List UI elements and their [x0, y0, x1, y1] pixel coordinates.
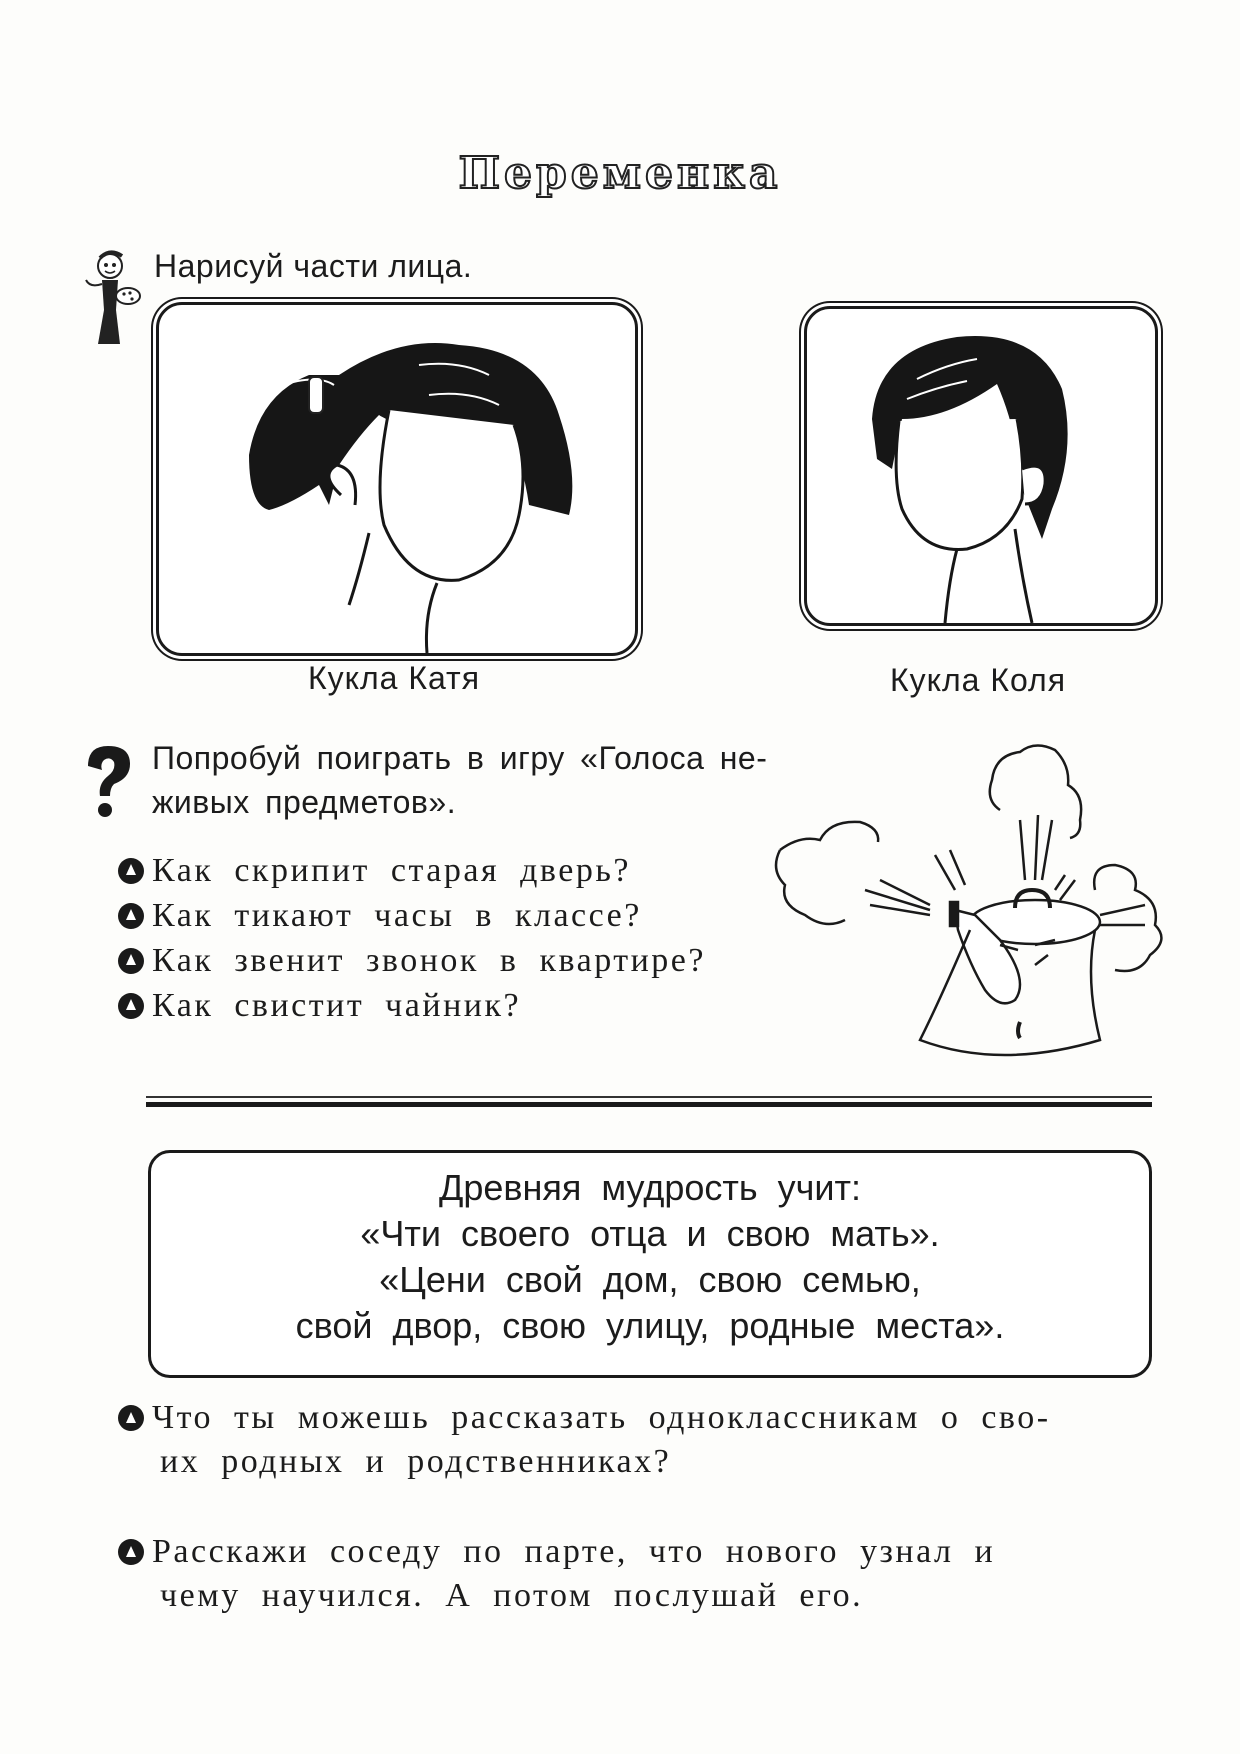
question-item: Как скрипит старая дверь? [118, 848, 706, 893]
final-task-2: Расскажи соседу по парте, что нового узнал и чему научился. А потом послушай его. [118, 1530, 1158, 1618]
question-item: Как тикают часы в классе? [118, 893, 706, 938]
final-task-1: Что ты можешь рассказать одноклассникам о сво- их родных и родственниках? [118, 1396, 1158, 1484]
bullet-icon [118, 993, 144, 1019]
voices-instruction-line1: Попробуй поиграть в игру «Голоса не- [152, 740, 768, 776]
wisdom-box [148, 1150, 1152, 1378]
page-title-text: Переменка [458, 148, 782, 199]
wisdom-line: «Цени свой дом, свою семью, [379, 1259, 921, 1300]
questions-list [118, 848, 706, 1028]
question-item: Как свистит чайник? [118, 983, 706, 1028]
boy-head-drawing [807, 309, 1155, 623]
bullet-icon [118, 948, 144, 974]
bullet-icon [118, 903, 144, 929]
wisdom-line: Древняя мудрость учит: [438, 1167, 862, 1208]
bullet-icon [118, 1405, 144, 1431]
kettle-illustration [770, 740, 1170, 1070]
divider-thick [146, 1102, 1152, 1107]
doll-kolya-caption: Кукла Коля [889, 662, 1067, 698]
draw-instruction: Нарисуй части лица. [154, 248, 473, 284]
page-title [0, 148, 1240, 199]
painter-girl-icon [72, 248, 152, 348]
question-mark-icon [82, 744, 134, 820]
doll-katya-caption: Кукла Катя [307, 660, 481, 696]
bullet-icon [118, 858, 144, 884]
divider-thin [146, 1096, 1152, 1098]
doll-kolya-frame [804, 306, 1158, 626]
question-item: Как звенит звонок в квартире? [118, 938, 706, 983]
girl-head-drawing [159, 305, 635, 653]
doll-katya-frame [156, 302, 638, 656]
bullet-icon [118, 1539, 144, 1565]
wisdom-line: свой двор, свою улицу, родные места». [295, 1305, 1005, 1346]
wisdom-line: «Чти своего отца и свою мать». [360, 1213, 940, 1254]
voices-instruction-line2: живых предметов». [152, 784, 457, 820]
